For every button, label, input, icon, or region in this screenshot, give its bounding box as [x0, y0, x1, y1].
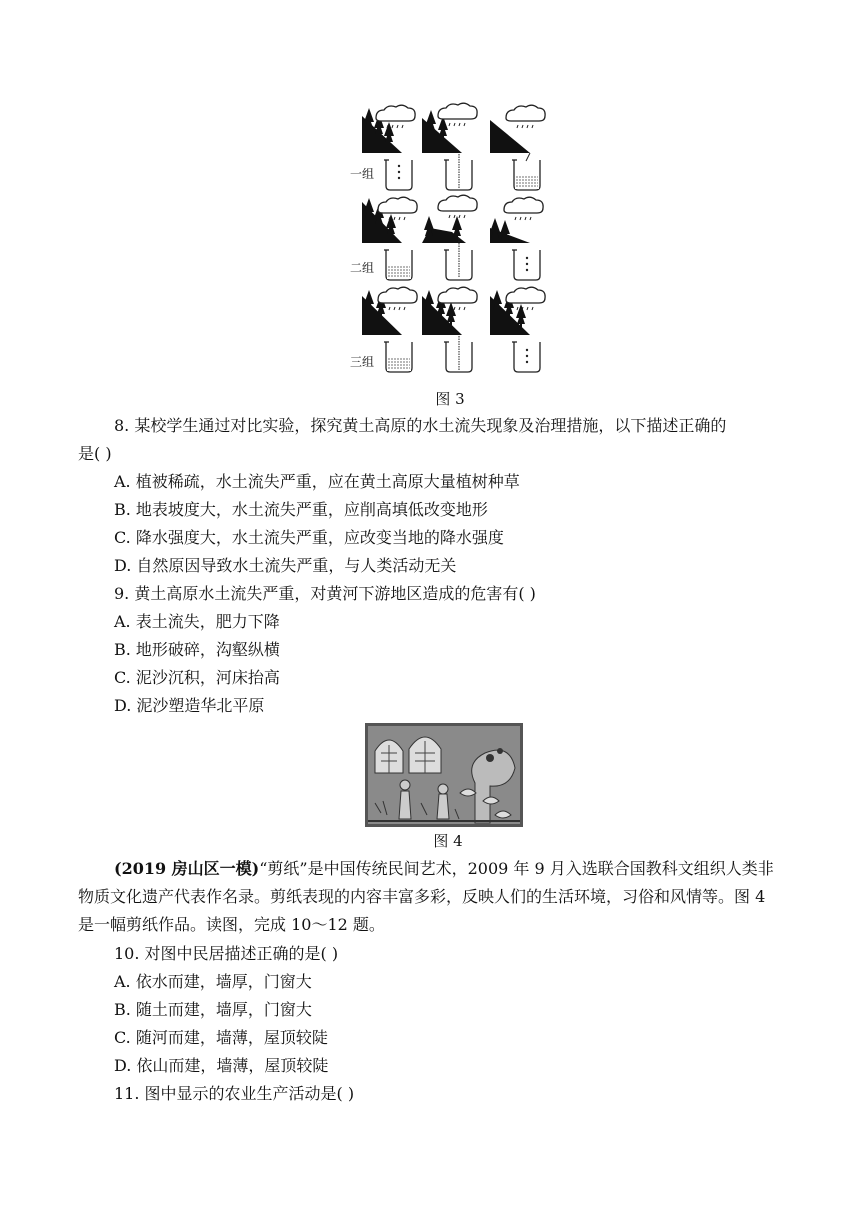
question-10-option-b: B. 随土而建，墙厚，门窗大 — [114, 1000, 312, 1019]
question-8-option-c: C. 降水强度大，水土流失严重，应改变当地的降水强度 — [114, 528, 504, 547]
group-label-3: 三组 — [350, 355, 375, 369]
figure-3-caption: 图 3 — [435, 390, 465, 408]
intro-text: “剪纸”是中国传统民间艺术，2009 年 9 月入选联合国教科文组织人类非物质文化遗产代表作名录。剪纸表现的内容丰富多彩，反映人们的生活环境，习俗和风情等。图 4 是一幅剪纸作品。读图，完成 10～12 题。 — [78, 859, 774, 934]
group-label-1: 一组 — [350, 167, 375, 181]
question-8-stem-cont: 是( ) — [78, 444, 112, 463]
question-10-option-a: A. 依水而建，墙厚，门窗大 — [114, 972, 312, 991]
question-9-stem: 9. 黄土高原水土流失严重，对黄河下游地区造成的危害有( ) — [114, 584, 536, 603]
question-10-stem: 10. 对图中民居描述正确的是( ) — [114, 944, 339, 963]
papercut-image — [365, 723, 523, 827]
question-8-stem: 8. 某校学生通过对比实验，探究黄土高原的水土流失现象及治理措施，以下描述正确的 — [114, 416, 727, 435]
figure-4-caption: 图 4 — [433, 832, 463, 850]
group-label-2: 二组 — [350, 261, 375, 275]
question-9-option-a: A. 表土流失，肥力下降 — [114, 612, 280, 631]
figure-4-papercut — [365, 723, 523, 827]
erosion-experiment-diagram — [350, 100, 550, 390]
intro-source: (2019 房山区一模) — [114, 859, 260, 878]
question-10-option-d: D. 依山而建，墙薄，屋顶较陡 — [114, 1056, 329, 1075]
intro-paragraph — [78, 855, 782, 939]
question-8-option-d: D. 自然原因导致水土流失严重，与人类活动无关 — [114, 556, 457, 575]
question-11-stem: 11. 图中显示的农业生产活动是( ) — [114, 1084, 355, 1103]
question-9-option-d: D. 泥沙塑造华北平原 — [114, 696, 265, 715]
question-9-option-b: B. 地形破碎，沟壑纵横 — [114, 640, 280, 659]
figure-3 — [350, 100, 550, 390]
question-8-option-a: A. 植被稀疏，水土流失严重，应在黄土高原大量植树种草 — [114, 472, 520, 491]
question-9-option-c: C. 泥沙沉积，河床抬高 — [114, 668, 280, 687]
question-8-option-b: B. 地表坡度大，水土流失严重，应削高填低改变地形 — [114, 500, 488, 519]
question-10-option-c: C. 随河而建，墙薄，屋顶较陡 — [114, 1028, 328, 1047]
